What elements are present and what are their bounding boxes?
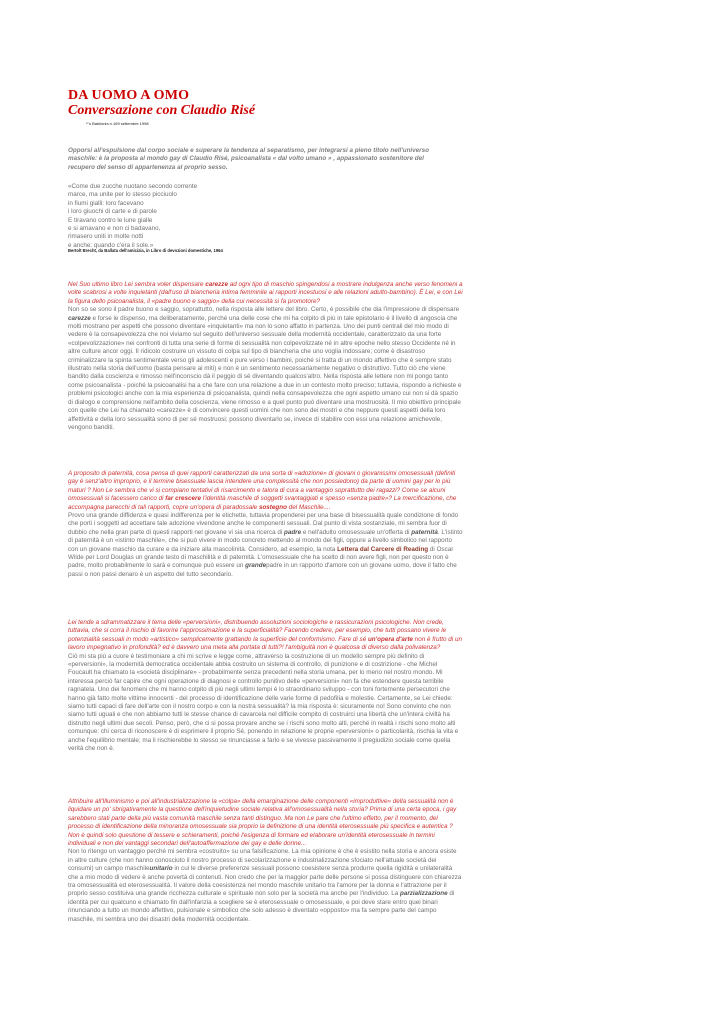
question-4: Attribuire all'Illuminismo e poi all'industrializzazione la «colpa» della emarginazione delle componenti «improduttive» della sessualità non è liquidare un po' sbrigativamente la questione dell'inquietudine sociale relativa all'omosessualità nella storia? Prima di una certa epoca, i gay sarebbero stati parte della più vasta comunità maschile senza tanti distinguo. Ma non Le pare che l'ultimo effetto, per il momento, del processo di identificazione della minoranza omosessuale sia proprio la definizione di una identità eterosessuale più specifica e autentica ? Non è quindi solo questione di tessere e schieramenti, poiché l'esigenza di formare ed elaborare un'identità eterosessuale in termini individuali e non dei vantaggi secondari dell'autoaffermazione dei gay e delle donne... <box>68 798 457 848</box>
poem-line: e anche: quando c'era il sole.» <box>68 241 154 249</box>
poem-credit: Bertolt Brecht, da Ballata dell'amicizia, in Libro di devozioni domestiche, 1964 <box>68 248 223 253</box>
answer-1: Non so se sono il padre buono e saggio, soprattutto, nella risposta alle lettere del libro. Certo, è possibile che dia l'impressione di dispensare carezze e forse le dispenso, ma deliberatamente, perché una delle cose che mi ha colpito di più in tale epistolario è il livello di angoscia che molti mostrano per aspetti che possono diventare «inquietanti» ma non lo sono affatto in partenza. Uno dei punti centrali del mio modo di vedere è la consapevolezza che noi viviamo sul seguito dell'universo sessuale della modernità occidentale, caratterizzato da una forte «colpevolizzazione» nei confronti di tutta una serie di forme di sessualità non colpevolizzate né in altre epoche nello stesso Occidente né in altre culture ancor oggi. Il ridicolo costruire un vissuto di colpa sul tipo di biancheria che uno voglia indossare; come è disastroso criminalizzare la spinta sentimentale verso gli adolescenti e pure verso i bambini, poiché si tratta di un mondo affettivo che è sempre stato illustrato nella storia dell'uomo (basta pensare ai miti) e non è un sentimento necessariamente negativo o distruttivo. Tutto ciò che viene bandito dalla coscienza e rimosso nell'inconscio dà il peggio di sé diventando qualcos'altro. Nella risposta alle lettere non mi pongo tanto come psicoanalista - poiché la psicoanalisi ha a che fare con una relazione a due in un contesto molto preciso; tuttavia, rispondo a richieste e problemi psicologici anche con la mia esperienza di psicoanalista, quindi nella consapevolezza che ogni aspetto umano cui non si dà spazio di dialogo e comprensione nell'ambito della coscienza, viene rimosso e a quel punto può diventare una mostruosità. Il mio obiettivo principale con quelle che Lei ha chiamato «carezze» è di convincere questi uomini che non sono dei mostri e che neppure questi aspetti della loro affettività e della loro sessualità sono di per sé mostruosi; possono diventarlo se, invece di stabilire con essi una relazione amichevole, vengono banditi. <box>68 306 462 431</box>
article-source: *"s Babilonia n.169 settembre 1998 <box>86 121 149 126</box>
question-2: A proposito di paternità, cosa pensa di quei rapporti caratterizzati da una sorta di «adozione» di giovani o giovanissimi omosessuali (definiti gay è senz'altro improprio, e il termine bisessuale lascia intendere una complessità che non possiedono) da parte di uomini gay per lo più maturi ? Non Le sembra che vi si compiano tentativi di risarcimento e talora di cura a vantaggio soprattutto dei ragazzi? Come se alcuni omosessuali si facessero carico di far crescere l'identità maschile di soggetti svantaggiati e spesso «senza padre»? La mercificazione, che accompagna parecchi di tali rapporti, copre un'opera di paradossale sostegno del Maschile.... <box>68 470 457 511</box>
poem-line: i loro giuochi di carte e di parole <box>68 208 157 216</box>
question-1: Nel Suo ultimo libro Lei sembra voler dispensare carezze ad ogni tipo di maschio spingendosi a mostrare indulgenza anche verso fenomeni a volte scabrosi a volte inquietanti (dall'uso di biancheria intima femminile ai rapporti incestuosi e alle relazioni adulto-bambino). È Lei, e con Lei la figura dello psicoanalista, il «padre buono e saggio» della cui necessità si fa promotore? <box>68 281 463 305</box>
poem-line: e si amavano e non ci badavano, <box>68 225 161 233</box>
poem-line: marce, ma unite per lo stesso picciuolo <box>68 191 177 199</box>
interview-section-3 <box>68 619 463 754</box>
poem-line: «Come due zucche nuotano secondo corrente <box>68 183 198 190</box>
article-title: DA UOMO A OMO <box>68 88 190 103</box>
interview-section-2 <box>68 470 463 579</box>
answer-4: Non lo ritengo un vantaggio perché mi sembra «costruito» su una falsificazione. La mia opinione è che è esistito nella storia e ancora esiste in altre culture (che non hanno conosciuto il nostro processo di secolarizzazione e industrializzazione sfociato nell'attuale società dei consumi) un campo maschileunitario in cui le diverse preferenze sessuali possono coesistere senza produrre quella rigidità e unilateralità che a mio modo di vedere è anche povertà di contenuti. Non credo che per la maggior parte delle persone si possa distinguere con chiarezza tra omosessualità ed eterosessualità. Il valore della coesistenza nel mondo maschile unitario tra l'amore per la donna e l'attrazione per il proprio sesso costituiva una grande ricchezza culturale e spirituale non solo per la società ma anche per l'individuo. La parzializzazione di identità per cui qualcuno e chiamato fin dall'infanzia a scegliere se è eterosessuale o omosessuale, e poi deve stare entro quei binari rinunciando a tutto un mondo affettivo, pulsionale e simbolico che solo adesso è diventato «opposto» ma fa sempre parte del campo maschile, mi sembra uno dei disastri della modernità occidentale. <box>68 848 462 923</box>
poem-line: E tiravano contro le lune gialle <box>68 216 153 224</box>
interview-section-4 <box>68 798 463 924</box>
poem-quote <box>68 183 368 250</box>
answer-2: Provo una grande diffidenza e quasi indifferenza per le etichette, tuttavia propenderei per una base di bisessualità quale condizione di fondo che porti i soggetti ad accettare tale adozione vivendone anche le componenti sessuali. Dal punto di vista sostanziale, mi sembra fuor di dubbio che nella gran parte di questi rapporti nel giovane vi sia una ricerca di padre e nell'adulto omosessuale un'offerta di paternità. L'istinto di paternità è un «istinto maschile», che si può vivere in modo concreto mettendo al mondo dei figli, oppure a livello simbolico nel rapporto con un giovane maschio da curare e da iniziare alla mascolinità. Considero, ad esempio, la nota Lettera dal Carcere di Reading di Oscar Wilde per Lord Douglas un grande testo di maschilità e di paternità. L'omosessuale che ha scelto di non avere figli, non per questo non è padre, molto probabilmente lo sarà e comunque può essere un grandepadre in un rapporto d'amore con un giovane uomo, dove il fatto che passi o non passi denaro è un aspetto del tutto secondario. <box>68 512 463 578</box>
interview-section-1 <box>68 281 463 432</box>
article-subtitle: Conversazione con Claudio Risé <box>68 103 256 118</box>
poem-line: in fiumi gialli: loro facevano <box>68 199 144 207</box>
article-lead: Opporsi all'espulsione dal corpo sociale e superare la tendenza al separatismo, per integrarsi a pieno titolo nell'universo maschile: è la proposta al mondo gay di Claudio Risé, psicoanalista « dal volto umano » , appassionato sostenitore del recupero del senso di appartenenza al proprio sesso. <box>68 147 429 171</box>
question-3: Lei tende a sdrammatizzare il tema delle «perversioni», distribuendo assoluzioni sociologiche e rassicurazioni psicologiche. Non crede, tuttavia, che si corra il rischio di favorire l'approssimazione e la superficialità? Facendo credere, per esempio, che tutti possano vivere le potenzialità sessuali in modo «artistico» semplicemente grattando la superficie del conformismo. Fare di sé un'opera d'arte non è frutto di un lavoro impegnativo in profondità? ed è davvero una meta alla portata di tutti?! l'ambiguità non è qualcosa di diverso dalla polivalenza? <box>68 619 462 652</box>
answer-3: Ciò mi sta più a cuore è testimoniare a chi mi scrive e legge come, attraverso la costruzione di un modello sempre più definito di «perversioni», la modernità democratica occidentale abbia costruito un sistema di controllo, di punizione e di costrizione - che Michel Foucault ha chiamato la «società disciplinare» - probabilmente senza precedenti nella storia umana, per lo meno nel nostro mondo. Mi interessa perciò far capire che ogni operazione di diagnosi e controllo punitivo delle «perversioni» non fa che estendere questa terribile ragnatela. Uno dei fenomeni che mi hanno colpito di più negli ultimi tempi è lo straordinario sviluppo - con toni fortemente persecutori che hanno già fatto molte vittime innocenti - del processo di identificazione delle varie forme di pedofilia e molestie. Certamente, se Lei chiede: siamo tutti capaci di fare dell'arte con il nostro corpo e con la nostra sessualità? la mia risposta è: sicuramente no! Sono convinto che non siamo tutti uguali e che non abbiamo tutti le stesse chance di cavarcela nel difficile compito di costruirci una libertà che un'intera civiltà ha distrutto negli ultimi due secoli. Penso, però, che ci si possa provare anche se i rischi sono molto alti, perché in realtà i rischi sono molto alti comunque: chi cerca di riconoscere è di esprimere il proprio Sé, ponendo in relazione le proprie «perversioni» o particolarità, rischia la vita e anche l'equilibrio mentale; ma li rischierebbe lo stesso se rinunciasse a farlo e se vivesse passivamente il pregiudizio sociale come quella verità che non è. <box>68 652 459 753</box>
poem-line: rimasero uniti in molte notti <box>68 233 144 241</box>
